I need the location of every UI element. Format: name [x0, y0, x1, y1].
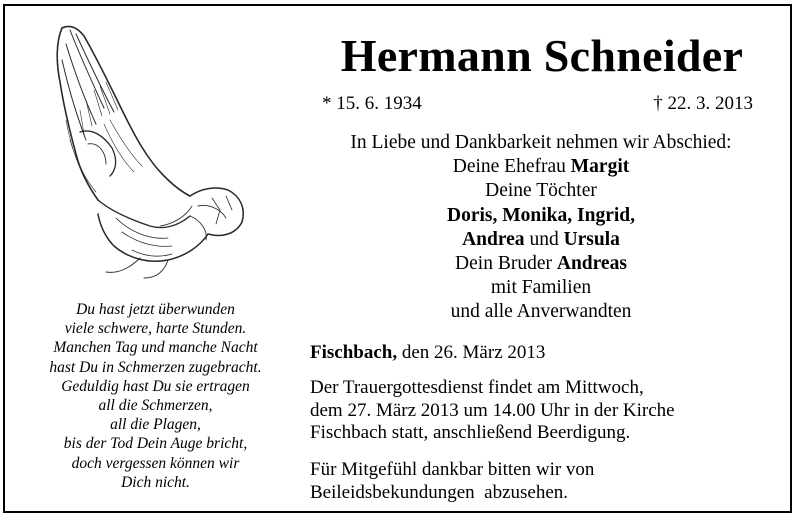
daughter-name: Ursula: [563, 228, 620, 250]
daughter-name: Andrea: [462, 228, 525, 250]
daughters-line-2: [300, 228, 782, 252]
families-line: mit Familien: [490, 277, 592, 299]
brother-line: [300, 252, 782, 276]
place-name: Fischbach,: [310, 342, 398, 363]
daughters-names: Doris, Monika, Ingrid,: [447, 204, 635, 226]
note-line: Für Mitgefühl dankbar bitten wir von: [310, 459, 595, 480]
wife-line: [300, 155, 782, 179]
poem-line: Geduldig hast Du sie ertragen: [61, 377, 250, 395]
note-line: Beileidsbekundungen abzusehen.: [310, 481, 569, 503]
poem-line: all die Plagen,: [110, 416, 201, 434]
condolence-note: [310, 459, 594, 504]
poem-line: bis der Tod Dein Auge bricht,: [63, 435, 248, 453]
service-line: dem 27. März 2013 um 14.00 Uhr in der Kirche: [310, 399, 675, 421]
notice-date: den 26. März 2013: [401, 342, 546, 363]
poem: [18, 300, 293, 492]
poem-line: hast Du in Schmerzen zugebracht.: [49, 358, 262, 376]
wife-name: Margit: [570, 156, 630, 178]
deceased-name: Hermann Schneider: [340, 30, 744, 81]
conjunction: und: [529, 228, 559, 250]
poem-line: doch vergessen können wir: [71, 454, 240, 472]
poem-line: Dich nicht.: [121, 473, 190, 491]
service-line: Der Trauergottesdienst findet am Mittwoch,: [310, 377, 644, 398]
poem-line: all die Schmerzen,: [98, 397, 213, 415]
brother-label: Dein Bruder: [455, 253, 552, 275]
poem-line: viele schwere, harte Stunden.: [64, 320, 247, 338]
birth-date: * 15. 6. 1934: [322, 93, 422, 114]
wife-label: Deine Ehefrau: [452, 156, 566, 178]
relatives-line: und alle Anverwandten: [450, 301, 632, 323]
place-date: [310, 341, 545, 365]
service-line: Fischbach statt, anschließend Beerdigung.: [310, 422, 631, 443]
farewell-intro: In Liebe und Dankbarkeit nehmen wir Abschied:: [350, 132, 732, 153]
poem-line: Manchen Tag und manche Nacht: [53, 339, 258, 357]
daughters-label: Deine Töchter: [485, 180, 597, 202]
poem-line: Du hast jetzt überwunden: [76, 301, 235, 318]
death-date: † 22. 3. 2013: [653, 93, 753, 114]
service-announcement: [310, 377, 675, 445]
praying-hands-icon: [40, 20, 255, 285]
brother-name: Andreas: [556, 253, 627, 275]
mourners-block: [300, 131, 782, 325]
